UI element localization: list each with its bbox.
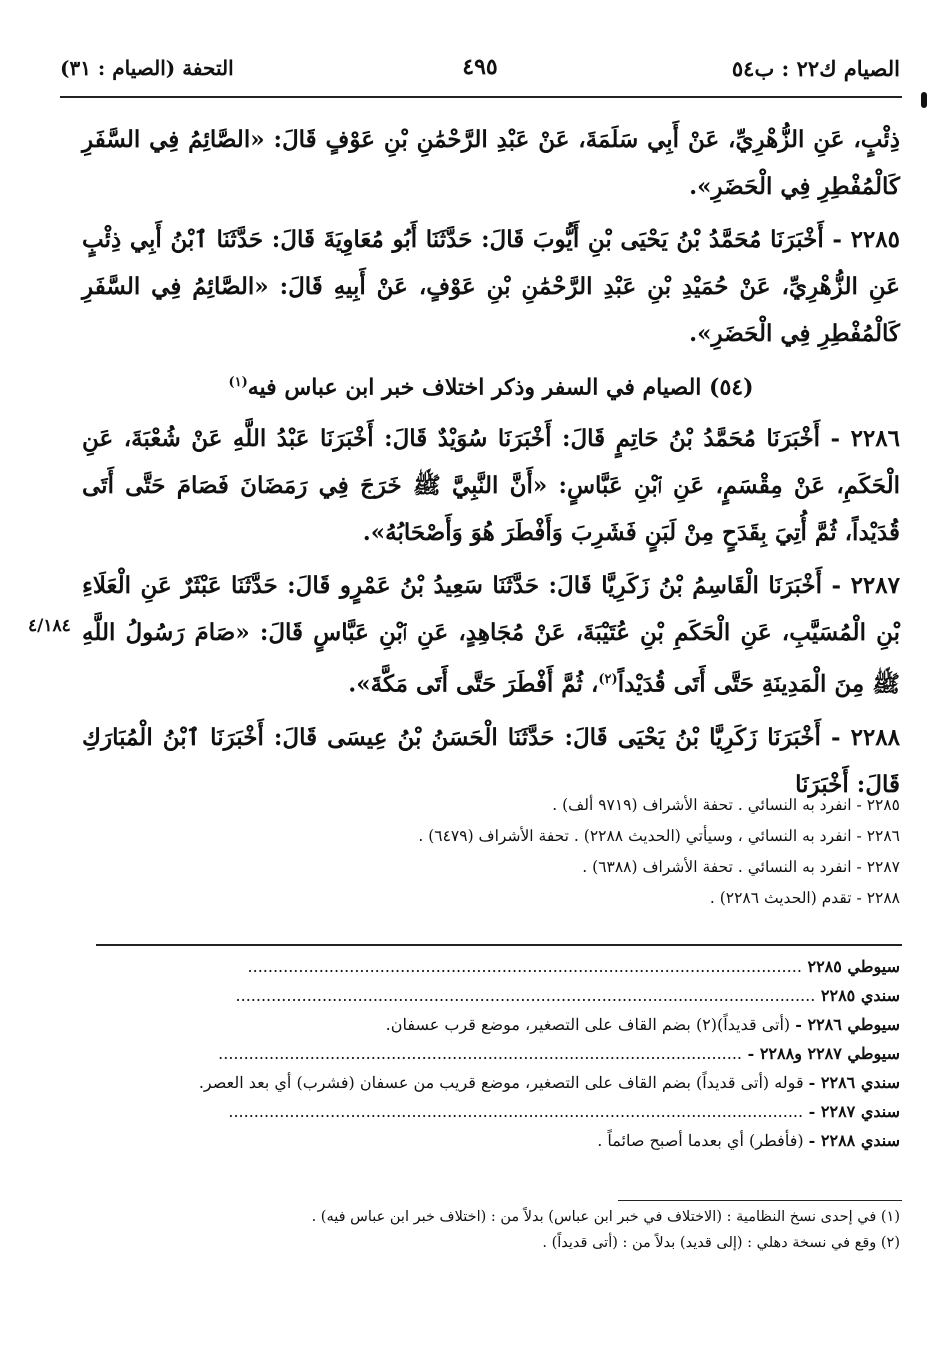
commentary-line [90,1068,900,1097]
leader-dots: ................................................................................................................. [228,1102,804,1121]
leader-dots: .................................................................................................................. [235,986,816,1005]
commentary-line [90,981,900,1010]
commentary-text: قوله (أتى قديداً) بضم القاف على التصغير، موضع قريب من عسفان (فشرب) أي بعد العصر. [198,1073,809,1092]
footnote-marker: (١) [228,375,248,390]
header-tuhfa-ref: التحفة (الصيام : ٣١) [60,56,234,80]
hadith-number: ٢٢٨٧ [850,572,900,600]
takhrij-note: ٢٢٨٦ - انفرد به النسائي ، وسيأتي (الحديث ٢٢٨٨) . تحفة الأشراف (٦٤٧٩) . [418,827,900,845]
commentary-label: سيوطي ٢٢٨٧ و٢٢٨٨ - [747,1044,900,1063]
commentary-label: سندي ٢٢٨٥ [820,986,900,1005]
hadith-number: ٢٢٨٦ [850,425,900,453]
hadith-text: - أَخْبَرَنَا الْقَاسِمُ بْنُ زَكَرِيَّا قَالَ: حَدَّثَنَا سَعِيدُ بْنُ عَمْرٍو قَالَ: حَدَّثَنَا عَبْثَرٌ عَنِ الْعَلَاءِ بْنِ الْمُسَيَّبِ، عَنِ الْحَكَمِ بْنِ عُتَيْبَةَ، عَنْ مُجَاهِدٍ، عَنِ ٱبْنِ عَبَّاسٍ قَالَ: «صَامَ رَسُولُ اللَّهِ ﷺ مِنَ الْمَدِينَةِ حَتَّى أَتَى قُدَيْداً [82,572,900,698]
commentary-label: سندي ٢٢٨٦ - [808,1073,900,1092]
commentary-label: سندي ٢٢٨٧ - [808,1102,900,1121]
margin-reference: ٤/١٨٤ [28,616,71,636]
commentary-line [90,1097,900,1126]
page-number: ٤٩٥ [462,54,498,80]
footnote: (١) في إحدى نسخ النظامية : (الاختلاف في خبر ابن عباس) بدلاً من : (اختلاف خبر ابن عباس فيه) . [311,1209,900,1225]
takhrij-note: ٢٢٨٨ - تقدم (الحديث ٢٢٨٦) . [709,889,900,907]
commentary-line [90,1010,900,1039]
leader-dots: ............................................................................................................. [247,957,802,976]
main-text [82,116,900,814]
chapter-heading [82,363,900,407]
takhrij-note: ٢٢٨٥ - انفرد به النسائي . تحفة الأشراف (٩٧١٩ ألف) . [552,796,900,814]
commentary-rule [96,944,902,946]
hadith-text: ذِئْبٍ، عَنِ الزُّهْرِيِّ، عَنْ أَبِي سَلَمَةَ، عَنْ عَبْدِ الرَّحْمَٰنِ بْنِ عَوْفٍ قَالَ: «الصَّائِمُ فِي السَّفَرِ كَالْمُفْطِرِ فِي الْحَضَرِ». [82,126,900,200]
hadith-number: ٢٢٨٨ [850,723,900,751]
commentary-text: (فأفطر) أي بعدما أصبح صائماً . [597,1131,809,1150]
hadith-text: - أَخْبَرَنَا مُحَمَّدُ بْنُ حَاتِمٍ قَالَ: أَخْبَرَنَا سُوَيْدٌ قَالَ: أَخْبَرَنَا عَبْدُ اللَّهِ عَنْ شُعْبَةَ، عَنِ الْحَكَمِ، عَنْ مِقْسَمٍ، عَنِ ٱبْنِ عَبَّاسٍ: «أَنَّ النَّبِيَّ ﷺ خَرَجَ فِي رَمَضَانَ فَصَامَ حَتَّى أَتَى قُدَيْداً، ثُمَّ أُتِيَ بِقَدَحٍ مِنْ لَبَنٍ فَشَرِبَ وَأَفْطَرَ هُوَ وَأَصْحَابُهُ». [82,425,900,547]
binding-mark [921,92,927,108]
commentary-line [90,1126,900,1155]
hadith-2285 [82,216,900,357]
footnote-marker: (٢) [598,672,618,688]
hadith-text: - أَخْبَرَنَا زَكَرِيَّا بْنُ يَحْيَى قَالَ: حَدَّثَنَا الْحَسَنُ بْنُ عِيسَى قَالَ: أَخْبَرَنَا ٱبْنُ الْمُبَارَكِ قَالَ: أَخْبَرَنَا [82,723,900,798]
takhrij-notes [300,790,900,914]
hadith-number: ٢٢٨٥ [850,226,900,253]
hadith-continuation [82,116,900,210]
commentary-text: (أتى قديداً)(٢) بضم القاف على التصغير، موضع قرب عسفان. [385,1015,796,1034]
commentary-line [90,1039,900,1068]
takhrij-note: ٢٢٨٧ - انفرد به النسائي . تحفة الأشراف (٦٣٨٨) . [582,858,900,876]
hadith-2286 [82,415,900,556]
commentary-section [90,952,900,1155]
chapter-title: (٥٤) الصيام في السفر وذكر اختلاف خبر ابن عباس فيه [247,374,754,401]
commentary-line [90,952,900,981]
commentary-label: سندي ٢٢٨٨ - [808,1131,900,1150]
header-rule [60,96,902,98]
commentary-label: سيوطي ٢٢٨٦ - [795,1015,900,1034]
hadith-text-end: ، ثُمَّ أَفْطَرَ حَتَّى أَتَى مَكَّةَ». [348,670,599,698]
footnotes [300,1204,900,1256]
header-chapter-ref: الصيام ك٢٢ : ب٥٤ [731,56,900,81]
hadith-text: - أَخْبَرَنَا مُحَمَّدُ بْنُ يَحْيَى بْنِ أَيُّوبَ قَالَ: حَدَّثَنَا أَبُو مُعَاوِيَةَ قَالَ: حَدَّثَنَا ٱبْنُ أَبِي ذِئْبٍ عَنِ الزُّهْرِيِّ، عَنْ حُمَيْدِ بْنِ عَبْدِ الرَّحْمَٰنِ بْنِ عَوْفٍ، عَنْ أَبِيهِ قَالَ: «الصَّائِمُ فِي السَّفَرِ كَالْمُفْطِرِ فِي الْحَضَرِ». [82,226,900,347]
hadith-2287 [82,562,900,708]
footnote: (٢) وقع في نسخة دهلي : (إلى قديد) بدلاً من : (أتى قديداً) . [542,1235,900,1251]
leader-dots: ....................................................................................................... [218,1044,743,1063]
footnote-rule [618,1200,902,1201]
running-header [60,50,900,86]
commentary-label: سيوطي ٢٢٨٥ [807,957,900,976]
